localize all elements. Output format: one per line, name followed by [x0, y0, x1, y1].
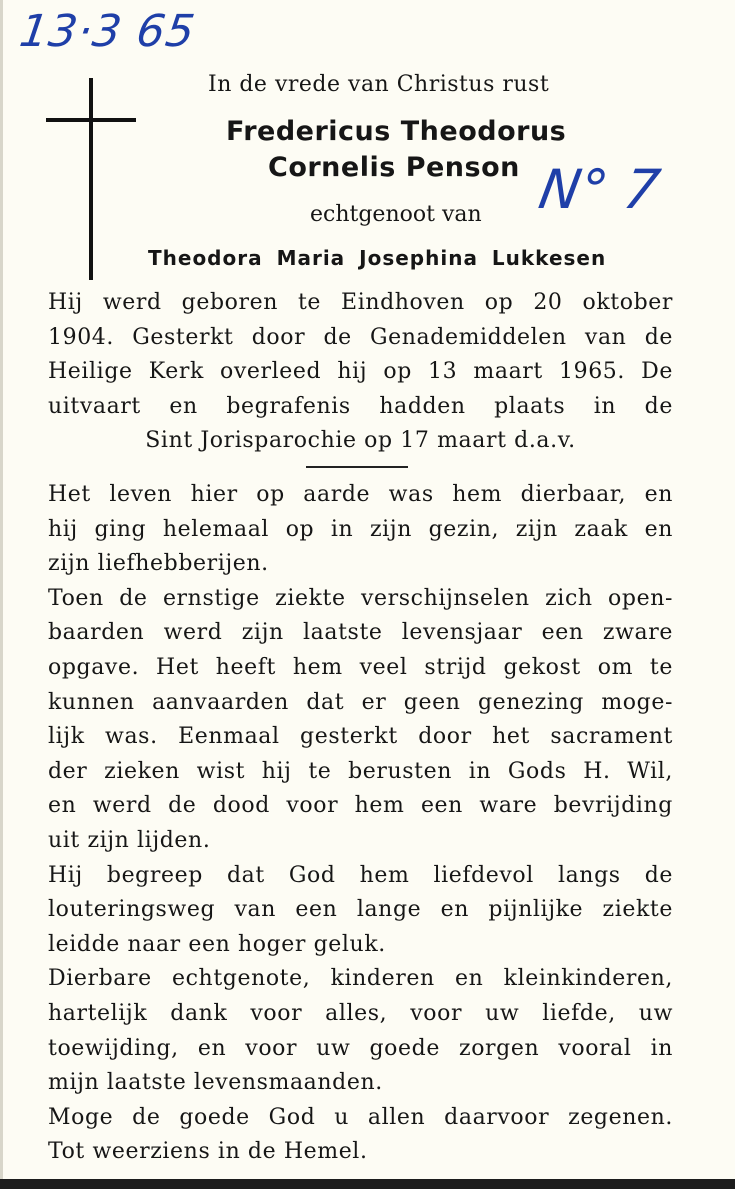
deceased-name-line-1: Fredericus Theodorus	[226, 116, 567, 147]
memorial-line: Moge de goede God u allen daarvoor zegenen.	[48, 1104, 673, 1130]
handwritten-date: 13·3 65	[16, 6, 199, 57]
cross-icon-vertical	[89, 78, 93, 280]
memorial-line: toewijding, en voor uw goede zorgen vooral in	[48, 1035, 673, 1061]
memorial-line: uit zijn lijden.	[48, 827, 211, 853]
divider-line	[306, 466, 408, 468]
biography-line: uitvaart en begrafenis hadden plaats in de	[48, 393, 673, 419]
spouse-label: echtgenoot van	[310, 202, 482, 227]
memorial-text	[48, 478, 673, 1170]
handwritten-number: N° 7	[534, 158, 665, 221]
biography-line: 1904. Gesterkt door de Genademiddelen van de	[48, 324, 673, 350]
biography-line: Hij werd geboren te Eindhoven op 20 oktober	[48, 290, 673, 315]
heading-intro: In de vrede van Christus rust	[208, 72, 550, 97]
memorial-line: der zieken wist hij te berusten in Gods H. Wil,	[48, 758, 673, 784]
memorial-line: hij ging helemaal op in zijn gezin, zijn zaak en	[48, 516, 673, 542]
memorial-line: Dierbare echtgenote, kinderen en kleinkinderen,	[48, 966, 673, 992]
memorial-line: Tot weerziens in de Hemel.	[48, 1139, 368, 1165]
memorial-line: kunnen aanvaarden dat er geen genezing moge-	[48, 689, 673, 715]
memorial-line: opgave. Het heeft hem veel strijd gekost om te	[48, 654, 673, 680]
memorial-line: lijk was. Eenmaal gesterkt door het sacrament	[48, 724, 673, 750]
memorial-line: Het leven hier op aarde was hem dierbaar, en	[48, 482, 673, 507]
memorial-line: leidde naar een hoger geluk.	[48, 931, 386, 957]
memorial-line: hartelijk dank voor alles, voor uw liefde, uw	[48, 1000, 673, 1026]
deceased-name-line-2: Cornelis Penson	[268, 152, 520, 183]
biography-paragraph	[48, 286, 673, 459]
card-left-edge	[0, 0, 3, 1189]
memorial-line: en werd de dood voor hem een ware bevrijding	[48, 793, 673, 819]
memorial-line: baarden werd zijn laatste levensjaar een zware	[48, 620, 673, 646]
memorial-line: Toen de ernstige ziekte verschijnselen zich open-	[48, 585, 673, 611]
biography-line: Sint Jorisparochie op 17 maart d.a.v.	[145, 428, 576, 454]
memorial-line: zijn liefhebberijen.	[48, 551, 269, 577]
memorial-line: mijn laatste levensmaanden.	[48, 1070, 383, 1096]
memorial-line: Hij begreep dat God hem liefdevol langs de	[48, 862, 673, 888]
biography-line: Heilige Kerk overleed hij op 13 maart 1965. De	[48, 359, 673, 385]
memorial-line: louteringsweg van een lange en pijnlijke ziekte	[48, 897, 673, 923]
spouse-name: Theodora Maria Josephina Lukkesen	[148, 246, 607, 270]
card-bottom-edge	[0, 1179, 735, 1189]
cross-icon-horizontal	[46, 118, 136, 122]
